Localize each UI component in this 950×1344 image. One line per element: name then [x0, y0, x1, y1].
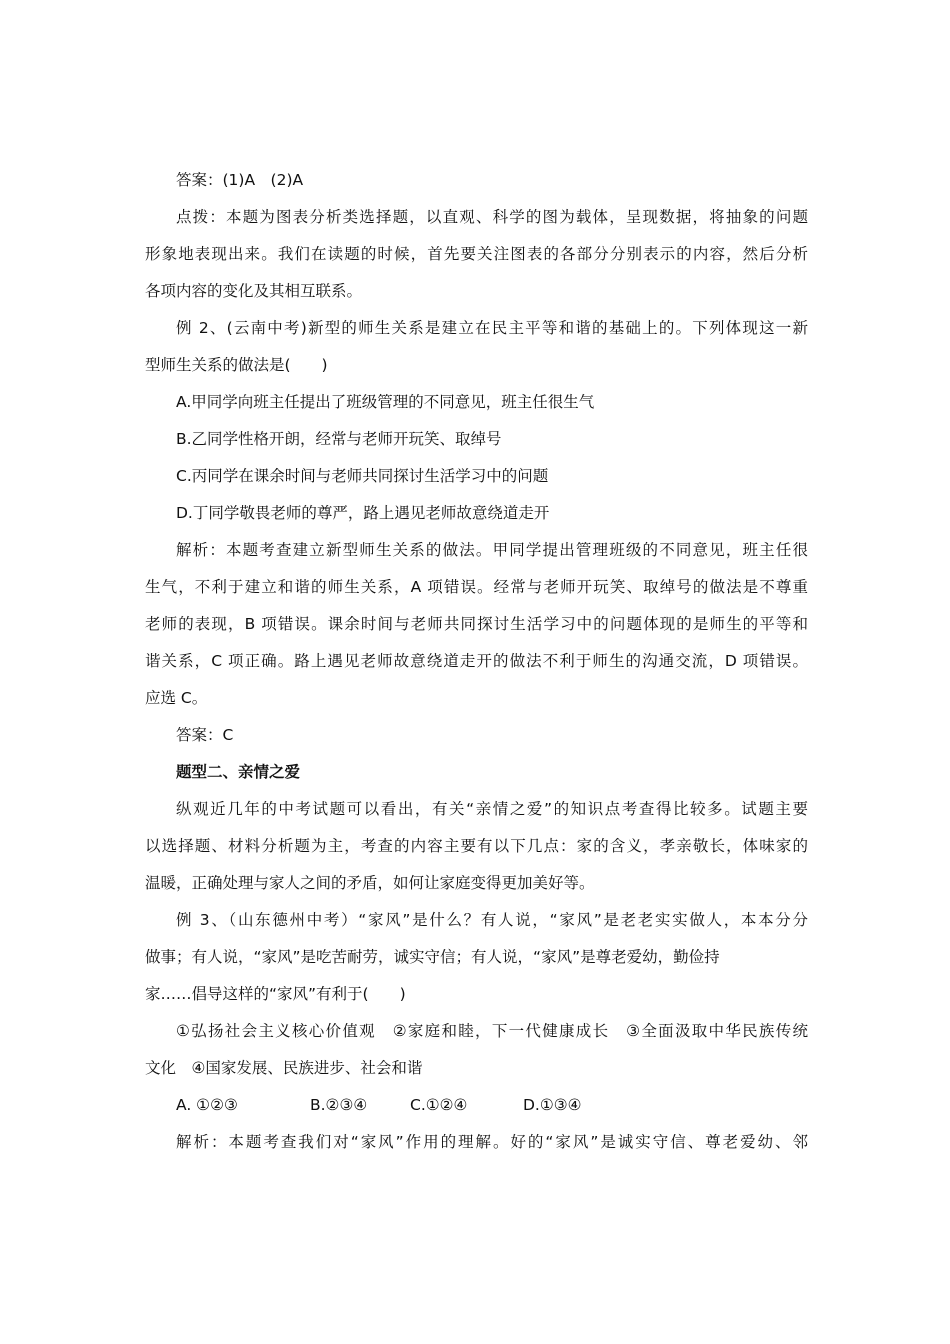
example3-question-line: 家……倡导这样的“家风”有利于( )	[145, 985, 406, 1003]
example2-answer: 答案：C	[176, 726, 234, 744]
example3-question-line: 例 3、（山东德州中考）“家风”是什么？有人说，“家风”是老老实实做人，本本分分	[176, 911, 808, 929]
example2-option-d: D.丁同学敬畏老师的尊严，路上遇见老师故意绕道走开	[176, 504, 550, 522]
section-intro-line: 纵观近几年的中考试题可以看出，有关“亲情之爱”的知识点考查得比较多。试题主要	[176, 800, 808, 818]
example3-analysis-line: 解析：本题考查我们对“家风”作用的理解。好的“家风”是诚实守信、尊老爱幼、邻	[176, 1133, 808, 1151]
example2-question-line: 例 2、(云南中考)新型的师生关系是建立在民主平等和谐的基础上的。下列体现这一新	[176, 319, 808, 337]
example3-options	[145, 1087, 808, 1124]
example1-answer: 答案：(1)A (2)A	[176, 171, 304, 189]
example2-analysis-line: 谐关系，C 项正确。路上遇见老师故意绕道走开的做法不利于师生的沟通交流，D 项错误。	[145, 652, 808, 670]
example3-option-d: D.①③④	[523, 1096, 582, 1114]
example3-option-c: C.①②④	[410, 1096, 468, 1114]
section-heading: 题型二、亲情之爱	[176, 763, 301, 781]
example2-option-b: B.乙同学性格开朗，经常与老师开玩笑、取绰号	[176, 430, 502, 448]
example3-statements-line: 文化 ④国家发展、民族进步、社会和谐	[145, 1059, 423, 1077]
example2-option-c: C.丙同学在课余时间与老师共同探讨生活学习中的问题	[176, 467, 549, 485]
example3-question-line: 做事；有人说，“家风”是吃苦耐劳，诚实守信；有人说，“家风”是尊老爱幼，勤俭持	[145, 948, 720, 966]
example3-statements-line: ①弘扬社会主义核心价值观 ②家庭和睦，下一代健康成长 ③全面汲取中华民族传统	[176, 1022, 808, 1040]
example2-question-line: 型师生关系的做法是( )	[145, 356, 328, 374]
example1-hint-line: 形象地表现出来。我们在读题的时候，首先要关注图表的各部分分别表示的内容，然后分析	[145, 245, 808, 263]
example2-option-a: A.甲同学向班主任提出了班级管理的不同意见，班主任很生气	[176, 393, 595, 411]
example3-option-a: A. ①②③	[176, 1096, 238, 1114]
example2-analysis-line: 生气，不利于建立和谐的师生关系，A 项错误。经常与老师开玩笑、取绰号的做法是不尊重	[145, 578, 808, 596]
example1-hint-line: 点拨：本题为图表分析类选择题，以直观、科学的图为载体，呈现数据，将抽象的问题	[176, 208, 808, 226]
example2-analysis-line: 老师的表现，B 项错误。课余时间与老师共同探讨生活学习中的问题体现的是师生的平等和	[145, 615, 808, 633]
example2-analysis-line: 解析：本题考查建立新型师生关系的做法。甲同学提出管理班级的不同意见，班主任很	[176, 541, 808, 559]
section-intro-line: 温暖，正确处理与家人之间的矛盾，如何让家庭变得更加美好等。	[145, 874, 595, 892]
section-intro-line: 以选择题、材料分析题为主，考查的内容主要有以下几点：家的含义，孝亲敬长，体味家的	[145, 837, 808, 855]
example2-analysis-line: 应选 C。	[145, 689, 208, 707]
example3-option-b: B.②③④	[310, 1096, 368, 1114]
example1-hint-line: 各项内容的变化及其相互联系。	[145, 282, 363, 300]
